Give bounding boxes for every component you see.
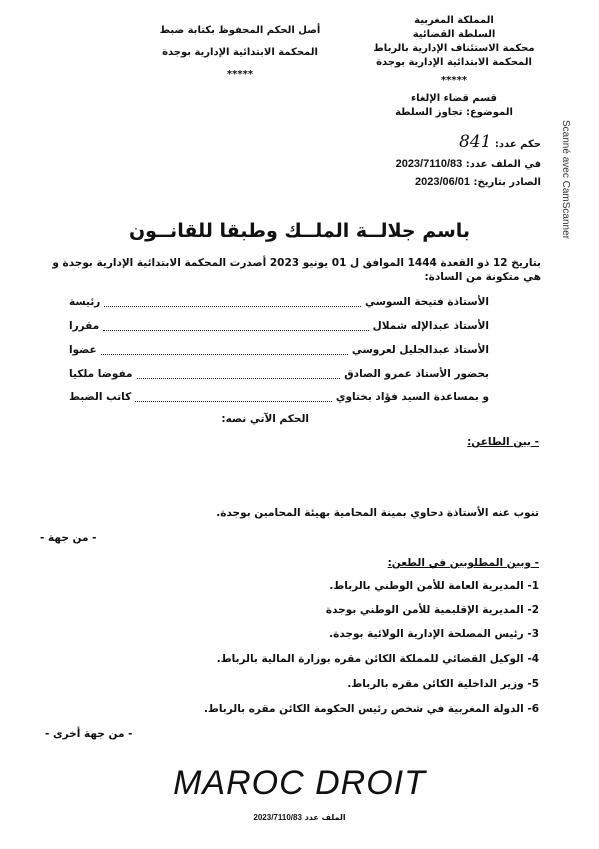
scanner-mark: Scanné avec CamScanner	[560, 120, 571, 239]
issued-date: 2023/06/01	[414, 176, 471, 188]
file-label: في الملف عدد:	[465, 159, 541, 170]
issued-date-line	[415, 176, 541, 188]
file-number: 2023/7110/83	[395, 158, 463, 170]
dotted-leader	[135, 393, 332, 402]
panel-row	[69, 389, 489, 405]
respondent-item: 2- المديرية الإقليمية للأمن الوطني بوجدة	[325, 604, 539, 616]
panel-member-role: مقررا	[69, 320, 100, 332]
header-left	[150, 24, 330, 82]
panel-row	[69, 366, 489, 382]
header-right-line: محكمة الاستئناف الإدارية بالرباط	[373, 43, 535, 54]
panel-member-role: كاتب الضبط	[69, 391, 132, 403]
respondents-heading: - وبين المطلوبين في الطعن:	[387, 557, 539, 569]
appellant-representation: تنوب عنه الأستاذة دحاوي بمينة المحامية بهيئة المحامين بوجدة.	[216, 507, 539, 519]
panel-member-name: الأستاذ عبدالجليل لعروسي	[351, 344, 489, 356]
side-two-label: - من جهة أخرى -	[45, 728, 133, 740]
panel-member-role: رئيسة	[69, 296, 101, 308]
header-right-line: السلطة القضائية	[412, 29, 496, 40]
footer	[0, 813, 599, 822]
intro-paragraph: بتاريخ 12 ذو القعدة 1444 الموافق ل 01 يونيو 2023 أصدرت المحكمة الابتدائية الإدارية بوجدة و هي متكونة من السادة:	[52, 257, 541, 283]
panel-row	[69, 294, 489, 310]
respondent-item: 1- المديرية العامة للأمن الوطني بالرباط.	[329, 580, 539, 592]
issued-label: الصادر بتاريخ:	[473, 177, 541, 188]
respondent-item: 3- رئيس المصلحة الإدارية الولائية بوجدة.	[329, 628, 539, 640]
appellant-heading: - بين الطاعن:	[467, 436, 539, 448]
dotted-leader	[137, 370, 341, 379]
judgment-label: حكم عدد:	[494, 139, 541, 150]
header-right	[364, 14, 544, 120]
dotted-leader	[103, 322, 368, 331]
respondent-item: 5- وزير الداخلية الكائن مقره بالرباط.	[347, 678, 539, 690]
judgment-number: 841	[458, 132, 492, 152]
header-right-line: المحكمة الابتدائية الإدارية بوجدة	[376, 57, 532, 68]
dotted-leader	[101, 346, 348, 355]
panel-member-name: الأستاذ عبدالإله شملال	[372, 320, 489, 332]
panel-member-name: بحضور الأستاذ عمرو الصادق	[344, 368, 489, 380]
document-title: باسم جلالــة الملــك وطبقا للقانــون	[128, 220, 471, 242]
header-left-stars: *****	[226, 69, 254, 80]
judgment-number-line	[459, 132, 541, 152]
panel-member-name: الأستاذة فتيحة السوسي	[364, 296, 489, 308]
header-left-line: المحكمة الابتدائية الإدارية بوجدة	[162, 47, 318, 58]
verdict-intro: الحكم الآتي نصه:	[221, 413, 309, 425]
panel-member-role: مفوضا ملكيا	[69, 368, 133, 380]
header-right-stars: *****	[440, 75, 468, 86]
header-left-line: أصل الحكم المحفوظ بكتابة ضبط	[159, 25, 321, 36]
panel-member-role: عضوا	[69, 344, 97, 356]
header-right-line: المملكة المغربية	[414, 15, 494, 26]
watermark: MAROC DROIT	[173, 764, 426, 802]
footer-label: الملف عدد	[304, 813, 346, 822]
dotted-leader	[104, 298, 361, 307]
footer-file-number: 2023/7110/83	[253, 813, 302, 822]
panel-row	[69, 318, 489, 334]
side-one-label: - من جهة -	[40, 532, 97, 544]
panel-member-name: و بمساعدة السيد فؤاد بختاوي	[335, 391, 489, 403]
header-right-subject: الموضوع: تجاوز السلطة	[395, 107, 513, 118]
file-number-line	[396, 158, 541, 170]
respondent-item: 4- الوكيل القضائي للمملكة الكائن مقره بوزارة المالية بالرباط.	[216, 653, 539, 665]
header-right-line: قسم قضاء الإلغاء	[411, 93, 497, 104]
respondent-item: 6- الدولة المغربية في شخص رئيس الحكومة الكائن مقره بالرباط.	[203, 703, 539, 715]
panel-row	[69, 342, 489, 358]
